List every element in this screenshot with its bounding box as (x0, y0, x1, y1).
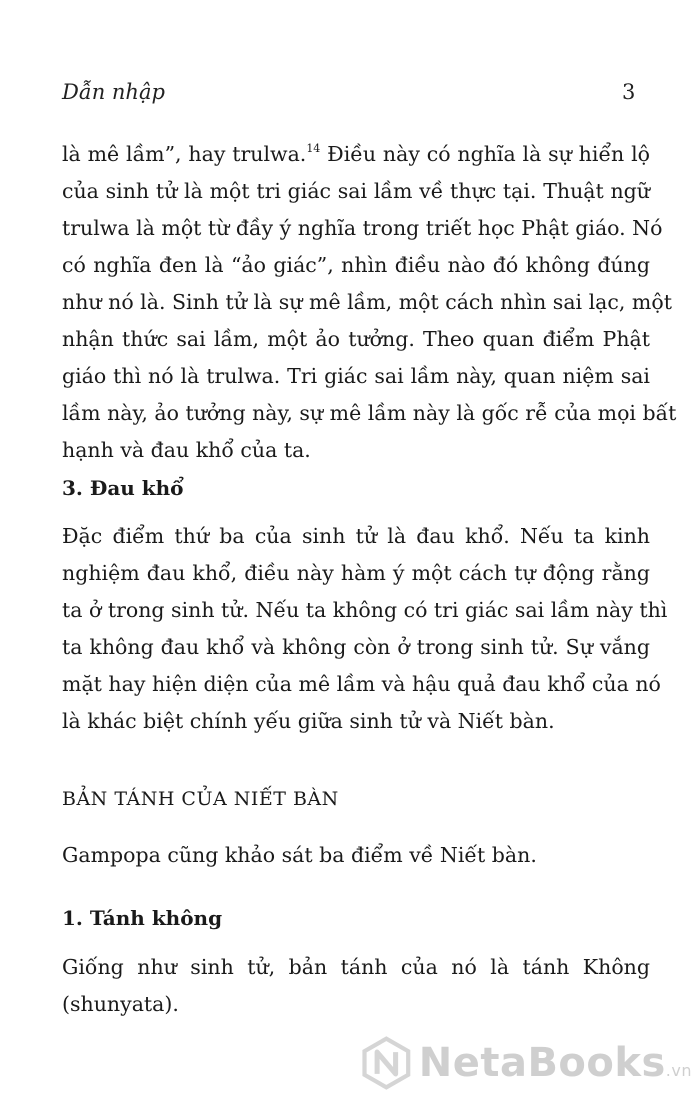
text-line: nhận thức sai lầm, một ảo tưởng. Theo quan điểm Phật (62, 327, 650, 351)
text-line: là mê lầm”, hay trulwa.$^{14}$ Điều này có nghĩa là sự hiển lộ (62, 142, 650, 166)
page-number: 3 (622, 80, 636, 104)
section-title: BẢN TÁNH CỦA NIẾT BÀN (62, 788, 339, 810)
heading-suffering: 3. Đau khổ (62, 476, 184, 500)
text-line: giáo thì nó là trulwa. Tri giác sai lầm này, quan niệm sai (62, 364, 650, 388)
text-line: có nghĩa đen là “ảo giác”, nhìn điều nào đó không đúng (62, 253, 650, 277)
text-line: như nó là. Sinh tử là sự mê lầm, một cách nhìn sai lạc, một (62, 290, 672, 314)
text-line: Đặc điểm thứ ba của sinh tử là đau khổ. Nếu ta kinh (62, 524, 650, 548)
running-header: Dẫn nhập (62, 80, 165, 104)
text-line: Giống như sinh tử, bản tánh của nó là tánh Không (62, 955, 650, 979)
paragraph-trulwa (62, 136, 677, 469)
text-line: lầm này, ảo tưởng này, sự mê lầm này là gốc rễ của mọi bất (62, 401, 677, 425)
heading-emptiness: 1. Tánh không (62, 906, 223, 930)
text-line: ta không đau khổ và không còn ở trong sinh tử. Sự vắng (62, 635, 650, 659)
text-line: của sinh tử là một tri giác sai lầm về thực tại. Thuật ngữ (62, 179, 650, 203)
text-line: Gampopa cũng khảo sát ba điểm về Niết bàn. (62, 843, 537, 867)
text-line: hạnh và đau khổ của ta. (62, 438, 311, 462)
text-line: là khác biệt chính yếu giữa sinh tử và Niết bàn. (62, 709, 555, 733)
watermark (362, 1028, 692, 1098)
text-line: mặt hay hiện diện của mê lầm và hậu quả đau khổ của nó (62, 672, 661, 696)
text-line: trulwa là một từ đầy ý nghĩa trong triết học Phật giáo. Nó (62, 216, 663, 240)
text-line: nghiệm đau khổ, điều này hàm ý một cách tự động rằng (62, 561, 650, 585)
watermark-suffix: .vn (665, 1061, 692, 1080)
paragraph-nirvana-intro (62, 837, 650, 874)
text-line: ta ở trong sinh tử. Nếu ta không có tri giác sai lầm này thì (62, 598, 668, 622)
paragraph-suffering (62, 518, 668, 740)
text-line: (shunyata). (62, 992, 179, 1016)
netabooks-logo-icon (362, 1032, 411, 1094)
watermark-text: NetaBooks.vn (418, 1040, 692, 1086)
paragraph-emptiness (62, 949, 650, 1023)
footnote-reference[interactable]: 14 (306, 142, 321, 155)
